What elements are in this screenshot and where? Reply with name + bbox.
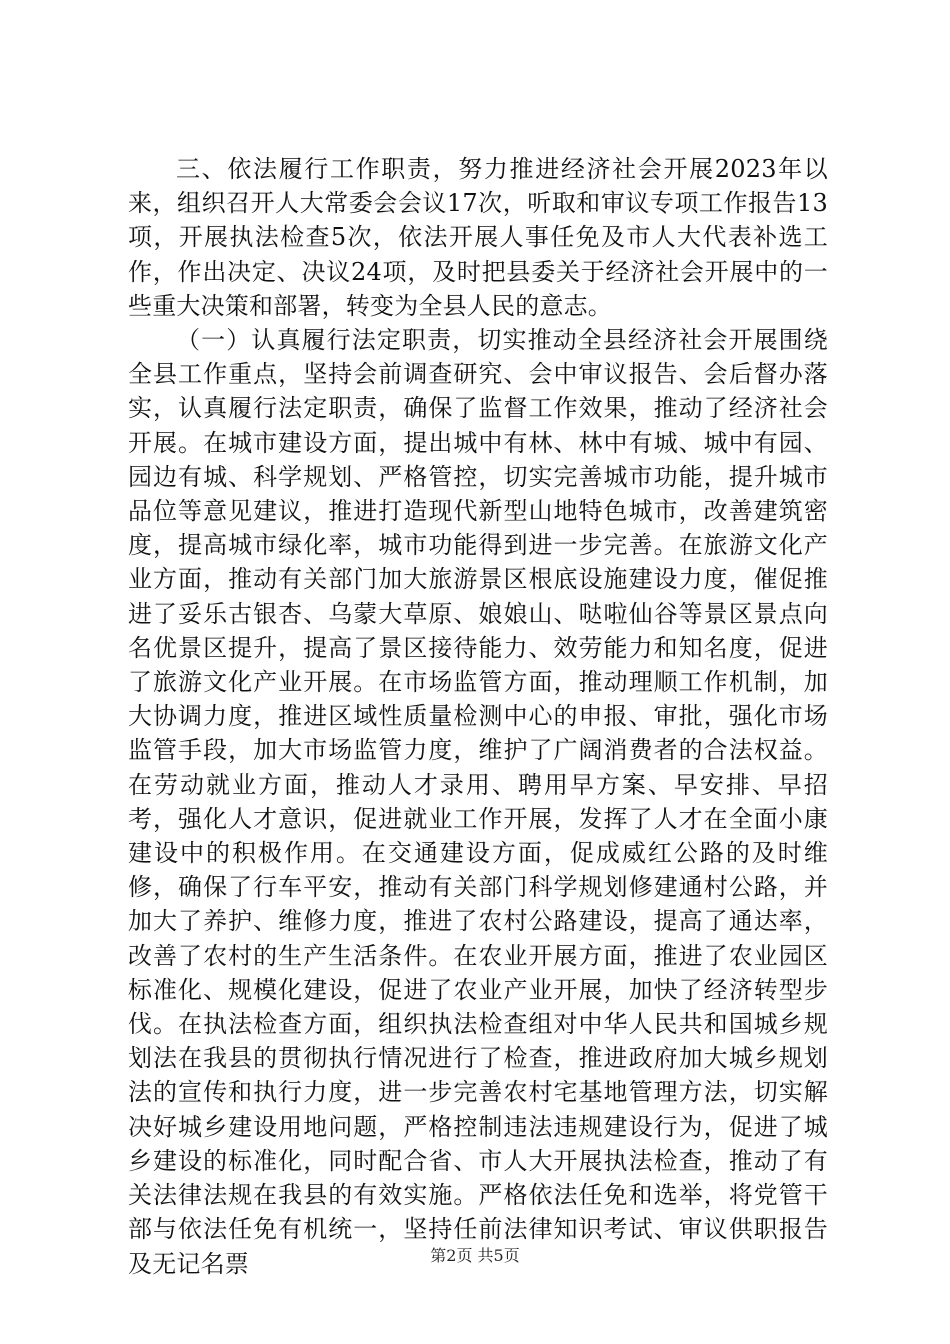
paragraph-subsection-one: （一）认真履行法定职责，切实推动全县经济社会开展围绕全县工作重点，坚持会前调查研究、会中审议报告、会后督办落实，认真履行法定职责，确保了监督工作效果，推动了经济社会开展。在城市建设方面，提出城中有林、林中有城、城中有园、园边有城、科学规划、严格管控，切实完善城市功能，提升城市品位等意见建议，推进打造现代新型山地特色城市，改善建筑密度，提高城市绿化率，城市功能得到进一步完善。在旅游文化产业方面，推动有关部门加大旅游景区根底设施建设力度，催促推进了妥乐古银杏、乌蒙大草原、娘娘山、哒啦仙谷等景区景点向名优景区提升，提高了景区接待能力、效劳能力和知名度，促进了旅游文化产业开展。在市场监管方面，推动理顺工作机制，加大协调力度，推进区域性质量检测中心的申报、审批，强化市场监管手段，加大市场监管力度，维护了广阔消费者的合法权益。在劳动就业方面，推动人才录用、聘用早方案、早安排、早招考，强化人才意识，促进就业工作开展，发挥了人才在全面小康建设中的积极作用。在交通建设方面，促成威红公路的及时维修，确保了行车平安，推动有关部门科学规划修建通村公路，并加大了养护、维修力度，推进了农村公路建设，提高了通达率，改善了农村的生产生活条件。在农业开展方面，推进了农业园区标准化、规模化建设，促进了农业产业开展，加快了经济转型步伐。在执法检查方面，组织执法检查组对中华人民共和国城乡规划法在我县的贯彻执行情况进行了检查，推进政府加大城乡规划法的宣传和执行力度，进一步完善农村宅基地管理方法，切实解决好城乡建设用地问题，严格控制违法违规建设行为，促进了城乡建设的标准化，同时配合省、市人大开展执法检查，推动了有关法律法规在我县的有效实施。严格依法任免和选举，将党管干部与依法任免有机统一，坚持任前法律知识考试、审议供职报告及无记名票	[128, 326, 828, 1278]
page-footer	[0, 1246, 950, 1266]
document-body	[128, 152, 828, 1281]
paragraph-section-three: 三、依法履行工作职责，努力推进经济社会开展2023年以来，组织召开人大常委会会议17次，听取和审议专项工作报告13项，开展执法检查5次，依法开展人事任免及市人大代表补选工作，作出决定、决议24项，及时把县委关于经济社会开展中的一些重大决策和部署，转变为全县人民的意志。	[128, 155, 828, 320]
page-number: 第2页 共5页	[430, 1246, 520, 1265]
